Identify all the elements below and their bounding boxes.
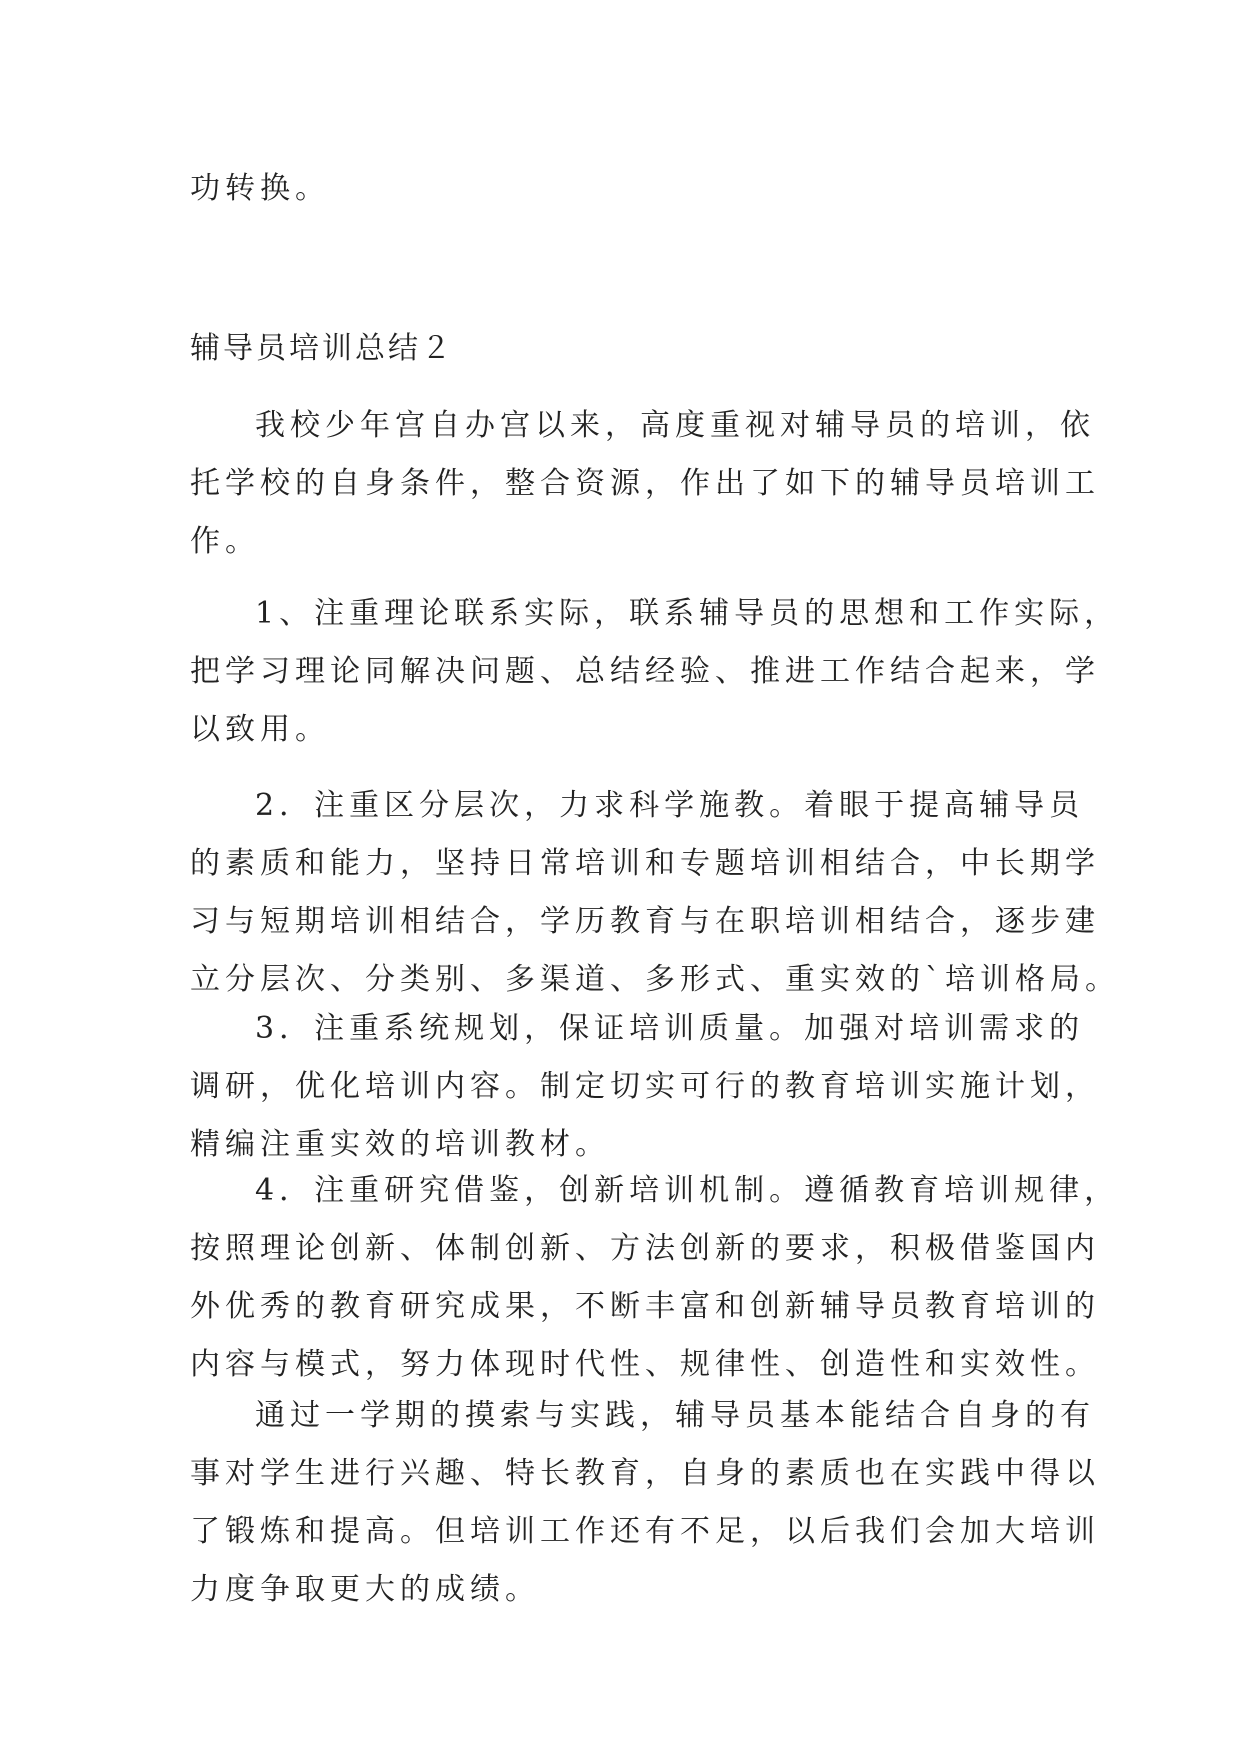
paragraph-line: 了锻炼和提高。但培训工作还有不足，以后我们会加大培训 xyxy=(190,1514,1100,1549)
paragraph-line: 2．注重区分层次，力求科学施教。着眼于提高辅导员 xyxy=(255,788,1085,823)
paragraph-point-2 xyxy=(190,777,1120,1009)
paragraph-point-3 xyxy=(190,1000,1100,1174)
paragraph-line: 力度争取更大的成绩。 xyxy=(190,1572,540,1607)
paragraph-line: 把学习理论同解决问题、总结经验、推进工作结合起来，学 xyxy=(190,654,1100,689)
section-title: 辅导员培训总结２ xyxy=(190,331,454,366)
paragraph-line: 习与短期培训相结合，学历教育与在职培训相结合，逐步建 xyxy=(190,904,1100,939)
paragraph-line: 按照理论创新、体制创新、方法创新的要求，积极借鉴国内 xyxy=(190,1231,1100,1266)
paragraph-line: 1、注重理论联系实际，联系辅导员的思想和工作实际， xyxy=(255,596,1120,631)
paragraph-line: 我校少年宫自办宫以来，高度重视对辅导员的培训，依 xyxy=(255,408,1095,443)
continuation-line: 功转换。 xyxy=(190,171,330,206)
paragraph-line: 以致用。 xyxy=(190,712,330,747)
paragraph-line: 内容与模式，努力体现时代性、规律性、创造性和实效性。 xyxy=(190,1347,1100,1382)
paragraph-line: 外优秀的教育研究成果，不断丰富和创新辅导员教育培训的 xyxy=(190,1289,1100,1324)
paragraph-intro xyxy=(190,397,1100,571)
paragraph-line: 的素质和能力，坚持日常培训和专题培训相结合，中长期学 xyxy=(190,846,1100,881)
paragraph-conclusion xyxy=(190,1387,1100,1619)
paragraph-line: 3．注重系统规划，保证培训质量。加强对培训需求的 xyxy=(255,1011,1085,1046)
paragraph-line: 托学校的自身条件，整合资源，作出了如下的辅导员培训工 xyxy=(190,466,1100,501)
paragraph-line: 精编注重实效的培训教材。 xyxy=(190,1127,610,1162)
paragraph-line: 立分层次、分类别、多渠道、多形式、重实效的`培训格局。 xyxy=(190,962,1120,997)
paragraph-line: 作。 xyxy=(190,524,260,559)
paragraph-line: 通过一学期的摸索与实践，辅导员基本能结合自身的有 xyxy=(255,1398,1095,1433)
paragraph-line: 事对学生进行兴趣、特长教育，自身的素质也在实践中得以 xyxy=(190,1456,1100,1491)
continuation-text xyxy=(190,160,1050,218)
paragraph-line: 调研，优化培训内容。制定切实可行的教育培训实施计划， xyxy=(190,1069,1100,1104)
paragraph-line: 4．注重研究借鉴，创新培训机制。遵循教育培训规律， xyxy=(255,1173,1120,1208)
paragraph-point-1 xyxy=(190,585,1120,759)
paragraph-point-4 xyxy=(190,1162,1120,1394)
